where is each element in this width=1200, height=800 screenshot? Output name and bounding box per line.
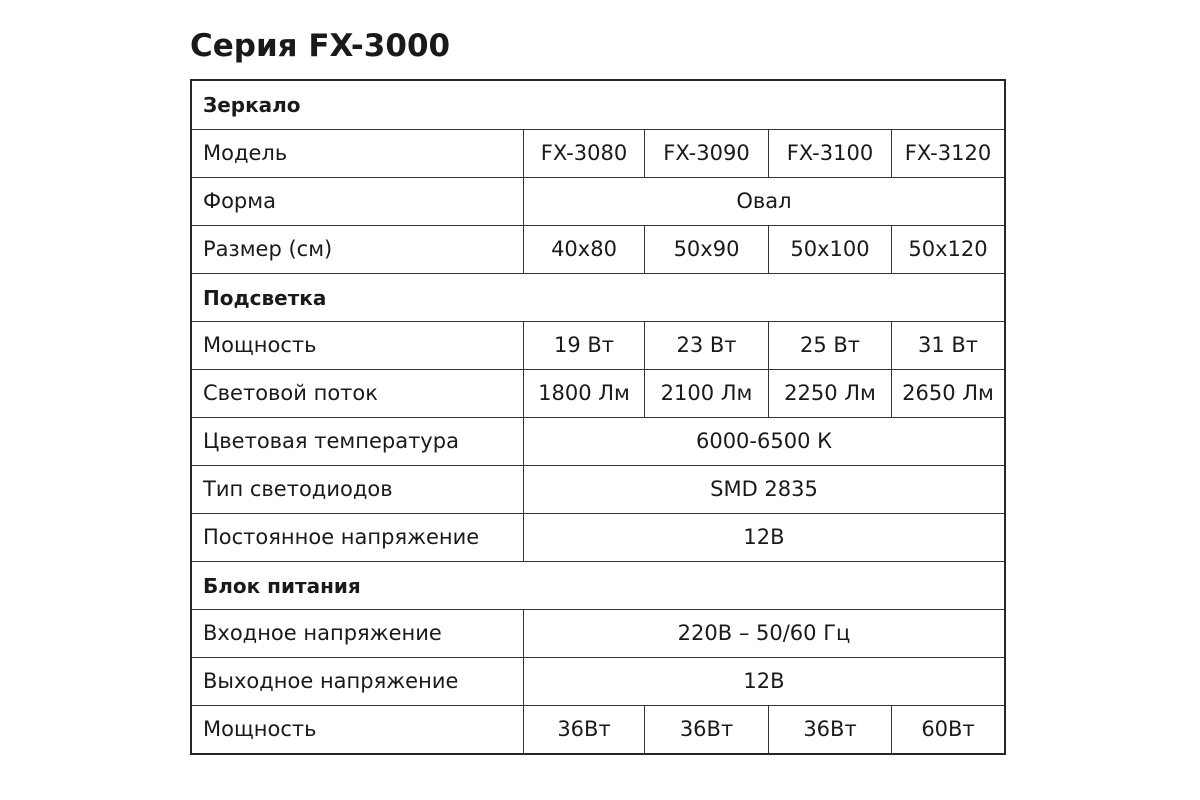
table-cell: 36Вт (769, 706, 892, 753)
table-row-shape (192, 177, 1004, 225)
table-cell: 40x80 (524, 226, 645, 273)
table-cell: SMD 2835 (710, 477, 818, 501)
table-cell: 12В (743, 669, 785, 693)
table-cell: FX-3090 (645, 130, 769, 177)
row-label: Мощность (192, 322, 524, 369)
spec-table (190, 79, 1006, 755)
row-label: Мощность (192, 706, 524, 753)
table-cell: 19 Вт (524, 322, 645, 369)
row-label: Входное напряжение (192, 610, 524, 657)
row-label: Выходное напряжение (192, 658, 524, 705)
row-label: Размер (см) (192, 226, 524, 273)
table-cell: FX-3080 (524, 130, 645, 177)
section-header: Подсветка (203, 285, 327, 310)
table-cell: 50x100 (769, 226, 892, 273)
table-cell: 25 Вт (769, 322, 892, 369)
table-row-dc-voltage (192, 513, 1004, 561)
table-cell: 23 Вт (645, 322, 769, 369)
table-cell: 2250 Лм (769, 370, 892, 417)
table-cell: 2650 Лм (902, 381, 994, 405)
table-row-power-psu (192, 705, 1004, 753)
section-header: Зеркало (203, 93, 301, 117)
table-row-size (192, 225, 1004, 273)
row-label: Форма (192, 178, 524, 225)
table-cell: 50x90 (645, 226, 769, 273)
table-cell: 31 Вт (917, 333, 979, 357)
table-row-input-voltage (192, 609, 1004, 657)
table-cell: 60Вт (921, 717, 975, 741)
table-cell: 6000-6500 К (695, 429, 833, 453)
section-row-psu (192, 561, 1004, 609)
table-row-led-type (192, 465, 1004, 513)
table-row-power-light (192, 321, 1004, 369)
table-row-color-temp (192, 417, 1004, 465)
row-label: Модель (192, 130, 524, 177)
section-row-mirror (192, 81, 1004, 129)
row-label: Постоянное напряжение (192, 514, 524, 561)
table-cell: FX-3100 (769, 130, 892, 177)
table-row-output-voltage (192, 657, 1004, 705)
row-label: Тип светодиодов (192, 466, 524, 513)
table-row-luminous-flux (192, 369, 1004, 417)
table-cell: 1800 Лм (524, 370, 645, 417)
table-cell: 36Вт (524, 706, 645, 753)
table-cell: 36Вт (645, 706, 769, 753)
row-label: Световой поток (192, 370, 524, 417)
table-cell: 220В – 50/60 Гц (677, 621, 851, 645)
table-cell: Овал (736, 189, 792, 213)
table-cell: 2100 Лм (645, 370, 769, 417)
page-title: Серия FX-3000 (190, 28, 451, 64)
table-cell: FX-3120 (904, 141, 992, 165)
section-row-lighting (192, 273, 1004, 321)
table-cell: 50x120 (908, 237, 988, 261)
table-cell: 12В (743, 525, 785, 549)
section-header: Блок питания (203, 573, 361, 598)
row-label: Цветовая температура (192, 418, 524, 465)
table-row-model (192, 129, 1004, 177)
